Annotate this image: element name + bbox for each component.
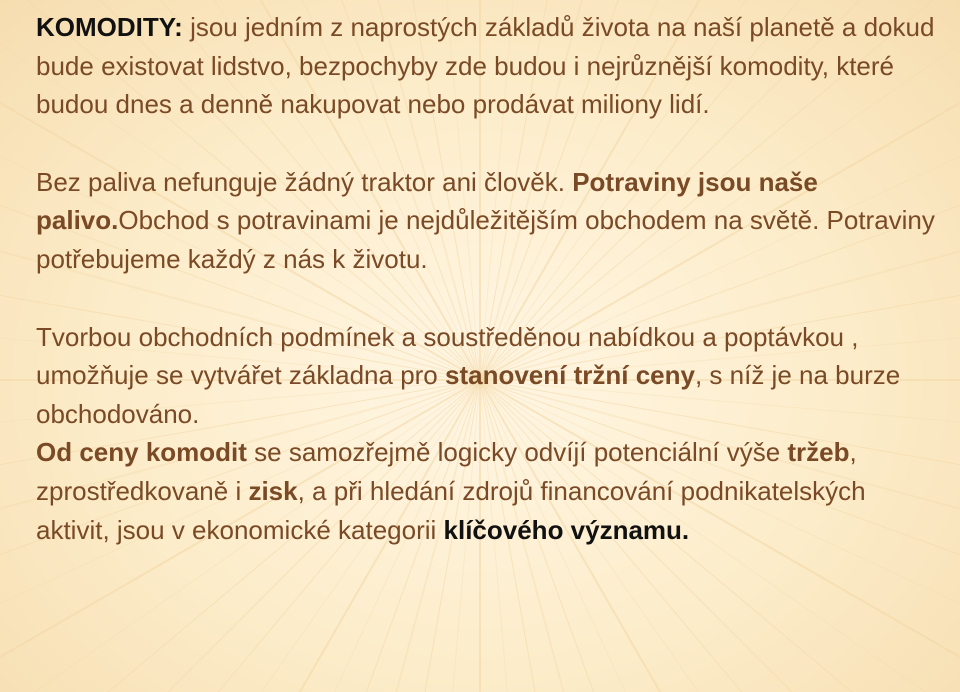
text-segment: jsou jedním z naprostých základů života na naší planetě a dokud bude existovat lidstvo, bezpochyby zde budou i nejrůznější komodity, které budou dnes a denně nakupovat nebo prodávat miliony lidí. — [36, 12, 935, 120]
emphasis-od-ceny-komodit: Od ceny komodit — [36, 437, 247, 468]
paragraph-trzni-cena — [36, 318, 936, 434]
text-segment: Tvorbou obchodních podmínek a soustředěnou nabídkou a poptávkou , umožňuje se vytvářet základna pro — [36, 321, 859, 391]
paragraph-cena-komodit — [36, 433, 936, 549]
emphasis-stanoveni-trzni-ceny: stanovení tržní ceny — [445, 360, 695, 391]
emphasis-klicoveho-vyznamu: klíčového významu. — [443, 514, 690, 545]
emphasis-potraviny-palivo: Potraviny jsou naše palivo. — [36, 166, 818, 236]
paragraph-gap — [36, 124, 936, 163]
emphasis-trzeb: tržeb — [787, 437, 850, 468]
text-segment: Bez paliva nefunguje žádný traktor ani člověk. — [36, 166, 573, 197]
text-segment: , zprostředkovaně i — [36, 437, 857, 506]
text-segment: , a při hledání zdrojů financování podnikatelských aktivit, jsou v ekonomické kategorii — [36, 475, 866, 545]
term-komodity: KOMODITY: — [36, 12, 183, 42]
emphasis-zisk: zisk — [248, 475, 298, 506]
slide-text-body — [36, 8, 936, 549]
text-segment: , s níž je na burze obchodováno. — [36, 360, 901, 429]
text-segment: Obchod s potravinami je nejdůležitějším obchodem na světě. Potraviny potřebujeme každý z nás k životu. — [36, 205, 935, 274]
paragraph-komodity-definition — [36, 8, 936, 124]
paragraph-potraviny — [36, 163, 936, 279]
text-segment: se samozřejmě logicky odvíjí potenciální výše — [246, 437, 788, 468]
paragraph-gap — [36, 279, 936, 318]
